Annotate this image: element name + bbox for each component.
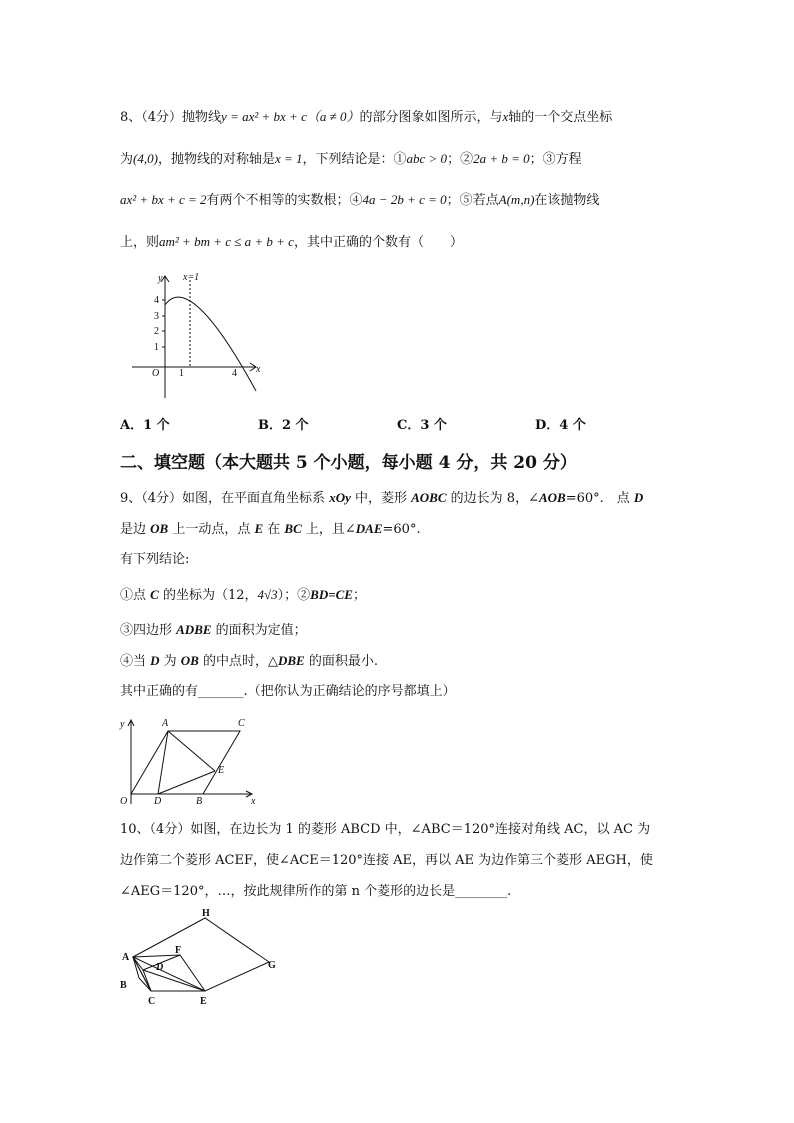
- x-label: x: [251, 796, 256, 807]
- q8-text: ；⑤若点: [446, 193, 499, 208]
- q8-text: ，下列结论是：①: [302, 152, 407, 167]
- q8-text: 在该抛物线: [534, 193, 600, 208]
- q9-text: 是边: [120, 522, 151, 537]
- choice-d[interactable]: D．4 个: [535, 418, 586, 433]
- point-e: E: [218, 765, 225, 776]
- point-c: C: [148, 996, 156, 1007]
- q9-var: DBE: [278, 653, 305, 668]
- q8-text: 有两个不相等的实数根；④: [206, 193, 363, 208]
- q8-equation: y = ax² + bx + c: [221, 109, 307, 124]
- y-tick-1: 1: [154, 342, 159, 353]
- point-a: A: [122, 952, 130, 963]
- q9-line-7: 其中正确的有_______.（把你认为正确结论的序号都填上）: [120, 684, 456, 699]
- segment-de: [158, 771, 215, 794]
- q9-text: 的中点时，△: [198, 654, 278, 669]
- point-g: G: [268, 960, 276, 971]
- segment-de: [143, 970, 205, 991]
- q9-var: OB: [180, 653, 199, 668]
- q9-var: BD=CE: [310, 587, 353, 602]
- y-tick-3: 3: [154, 311, 159, 322]
- q9-line-2: [120, 519, 421, 540]
- q9-text: 9、（4分）如图，在平面直角坐标系: [120, 491, 330, 506]
- point-b: B: [120, 980, 127, 991]
- y-label: y: [158, 273, 163, 284]
- q9-text: ③四边形: [120, 623, 177, 638]
- x-tick-1: 1: [179, 368, 184, 379]
- point-c: C: [238, 718, 245, 729]
- point-d: D: [156, 962, 164, 973]
- q8-line-2: [120, 149, 582, 170]
- q9-text: =60°.: [382, 522, 421, 537]
- q8-point-a: A(m,n): [498, 192, 535, 207]
- q8-text: 上，则: [120, 235, 160, 250]
- q9-var: E: [254, 521, 264, 536]
- q9-var: C: [150, 587, 159, 602]
- q8-lead: 8、（4分）抛物线: [120, 110, 222, 125]
- q10-line-2: 边作第二个菱形 ACEF，使∠ACE＝120°连接 AE，再以 AE 为边作第三个菱形 AEGH，使: [120, 853, 653, 868]
- point-d: D: [154, 796, 162, 807]
- q9-var: AOB: [538, 490, 566, 505]
- q9-var: D: [150, 653, 160, 668]
- choice-c[interactable]: C．3 个: [397, 418, 447, 433]
- origin-label: O: [152, 368, 160, 379]
- q9-var: xOy: [329, 490, 351, 505]
- q9-text: ①点: [120, 588, 151, 603]
- q9-line-4: [120, 585, 366, 606]
- q8-text: ；③方程: [529, 152, 582, 167]
- q10-rhombus-sequence-figure: [116, 906, 286, 1012]
- point-b: B: [196, 796, 203, 807]
- section-heading: 二、填空题（本大题共 5 个小题，每小题 4 分，共 20 分）: [120, 453, 577, 473]
- q8-axis-eq: x = 1: [274, 151, 303, 166]
- q8-conclusion-5: am² + bm + c ≤ a + b + c: [159, 234, 294, 249]
- y-tick-4: 4: [154, 295, 159, 306]
- y-tick-2: 2: [154, 326, 159, 337]
- q9-var: AOBC: [411, 490, 447, 505]
- rhombus-aegh: [133, 918, 269, 991]
- q8-conclusion-1: abc > 0: [406, 151, 448, 166]
- q8-text: ；②: [447, 152, 474, 167]
- axis-label: x=1: [183, 272, 200, 283]
- q10-line-3: ∠AEG＝120°，…，按此规律所作的第 n 个菱形的边长是________.: [120, 884, 512, 899]
- q9-text: 为: [159, 654, 181, 669]
- q9-var: ADBE: [176, 622, 212, 637]
- q8-text: ，其中正确的个数有（ ）: [293, 235, 463, 250]
- x-label: x: [256, 364, 261, 375]
- point-h: H: [202, 908, 210, 919]
- q9-text: 的面积最小.: [304, 654, 378, 669]
- q9-var: OB: [150, 521, 169, 536]
- q9-text: 的面积为定值；: [211, 623, 307, 638]
- choice-b[interactable]: B．2 个: [258, 418, 309, 433]
- q9-text: =60°. 点: [565, 491, 634, 506]
- q8-condition: （a ≠ 0）: [306, 109, 360, 124]
- q8-line-3: [120, 190, 599, 211]
- q8-text: 为: [120, 152, 134, 167]
- q9-text: ；: [352, 588, 366, 603]
- q8-text: ，抛物线的对称轴是: [157, 152, 275, 167]
- q9-line-5: [120, 620, 307, 641]
- choice-a[interactable]: A．1 个: [120, 418, 170, 433]
- q9-text: 中，菱形: [350, 491, 412, 506]
- q9-var: DAE: [355, 521, 383, 536]
- q8-point: (4,0): [133, 151, 158, 166]
- q9-text: 的坐标为（12，: [158, 588, 258, 603]
- q9-var: D: [633, 490, 644, 505]
- q10-line-1: 10、（4分）如图，在边长为 1 的菱形 ABCD 中，∠ABC＝120°连接对角线 AC，以 AC 为: [120, 822, 651, 837]
- q9-line-6: [120, 651, 378, 672]
- point-e: E: [200, 996, 207, 1007]
- q9-line-1: [120, 488, 643, 509]
- q9-rhombus-figure: [116, 714, 262, 808]
- segment-ae: [168, 731, 215, 771]
- q9-text: ④当: [120, 654, 151, 669]
- q9-text: 上，且∠: [301, 522, 356, 537]
- point-f: F: [175, 945, 182, 956]
- point-o: O: [120, 796, 128, 807]
- point-a: A: [162, 718, 169, 729]
- q8-parabola-figure: [128, 268, 268, 403]
- q9-sqrt: 4√3: [257, 587, 278, 602]
- q8-line-1: [120, 107, 612, 128]
- x-tick-4: 4: [232, 368, 237, 379]
- q8-line-4: [120, 232, 463, 253]
- diagonal-ac: [133, 957, 151, 991]
- rhombus-aobc: [131, 731, 240, 794]
- q9-line-3: 有下列结论:: [120, 552, 190, 567]
- q8-conclusion-2: 2a + b = 0: [473, 151, 530, 166]
- q9-text: 的边长为 8，∠: [446, 491, 539, 506]
- q8-x-var: x: [502, 109, 509, 124]
- q8-text: 轴的一个交点坐标: [508, 110, 613, 125]
- q8-text: 的部分图象如图所示，与: [359, 110, 503, 125]
- y-label: y: [120, 719, 125, 730]
- q8-conclusion-4: 4a − 2b + c = 0: [362, 192, 447, 207]
- q8-conclusion-3: ax² + bx + c = 2: [120, 192, 207, 207]
- q9-text: 上一动点，点: [168, 522, 255, 537]
- q9-text: ）；②: [277, 588, 311, 603]
- q9-var: BC: [284, 521, 302, 536]
- q9-text: 在: [263, 522, 285, 537]
